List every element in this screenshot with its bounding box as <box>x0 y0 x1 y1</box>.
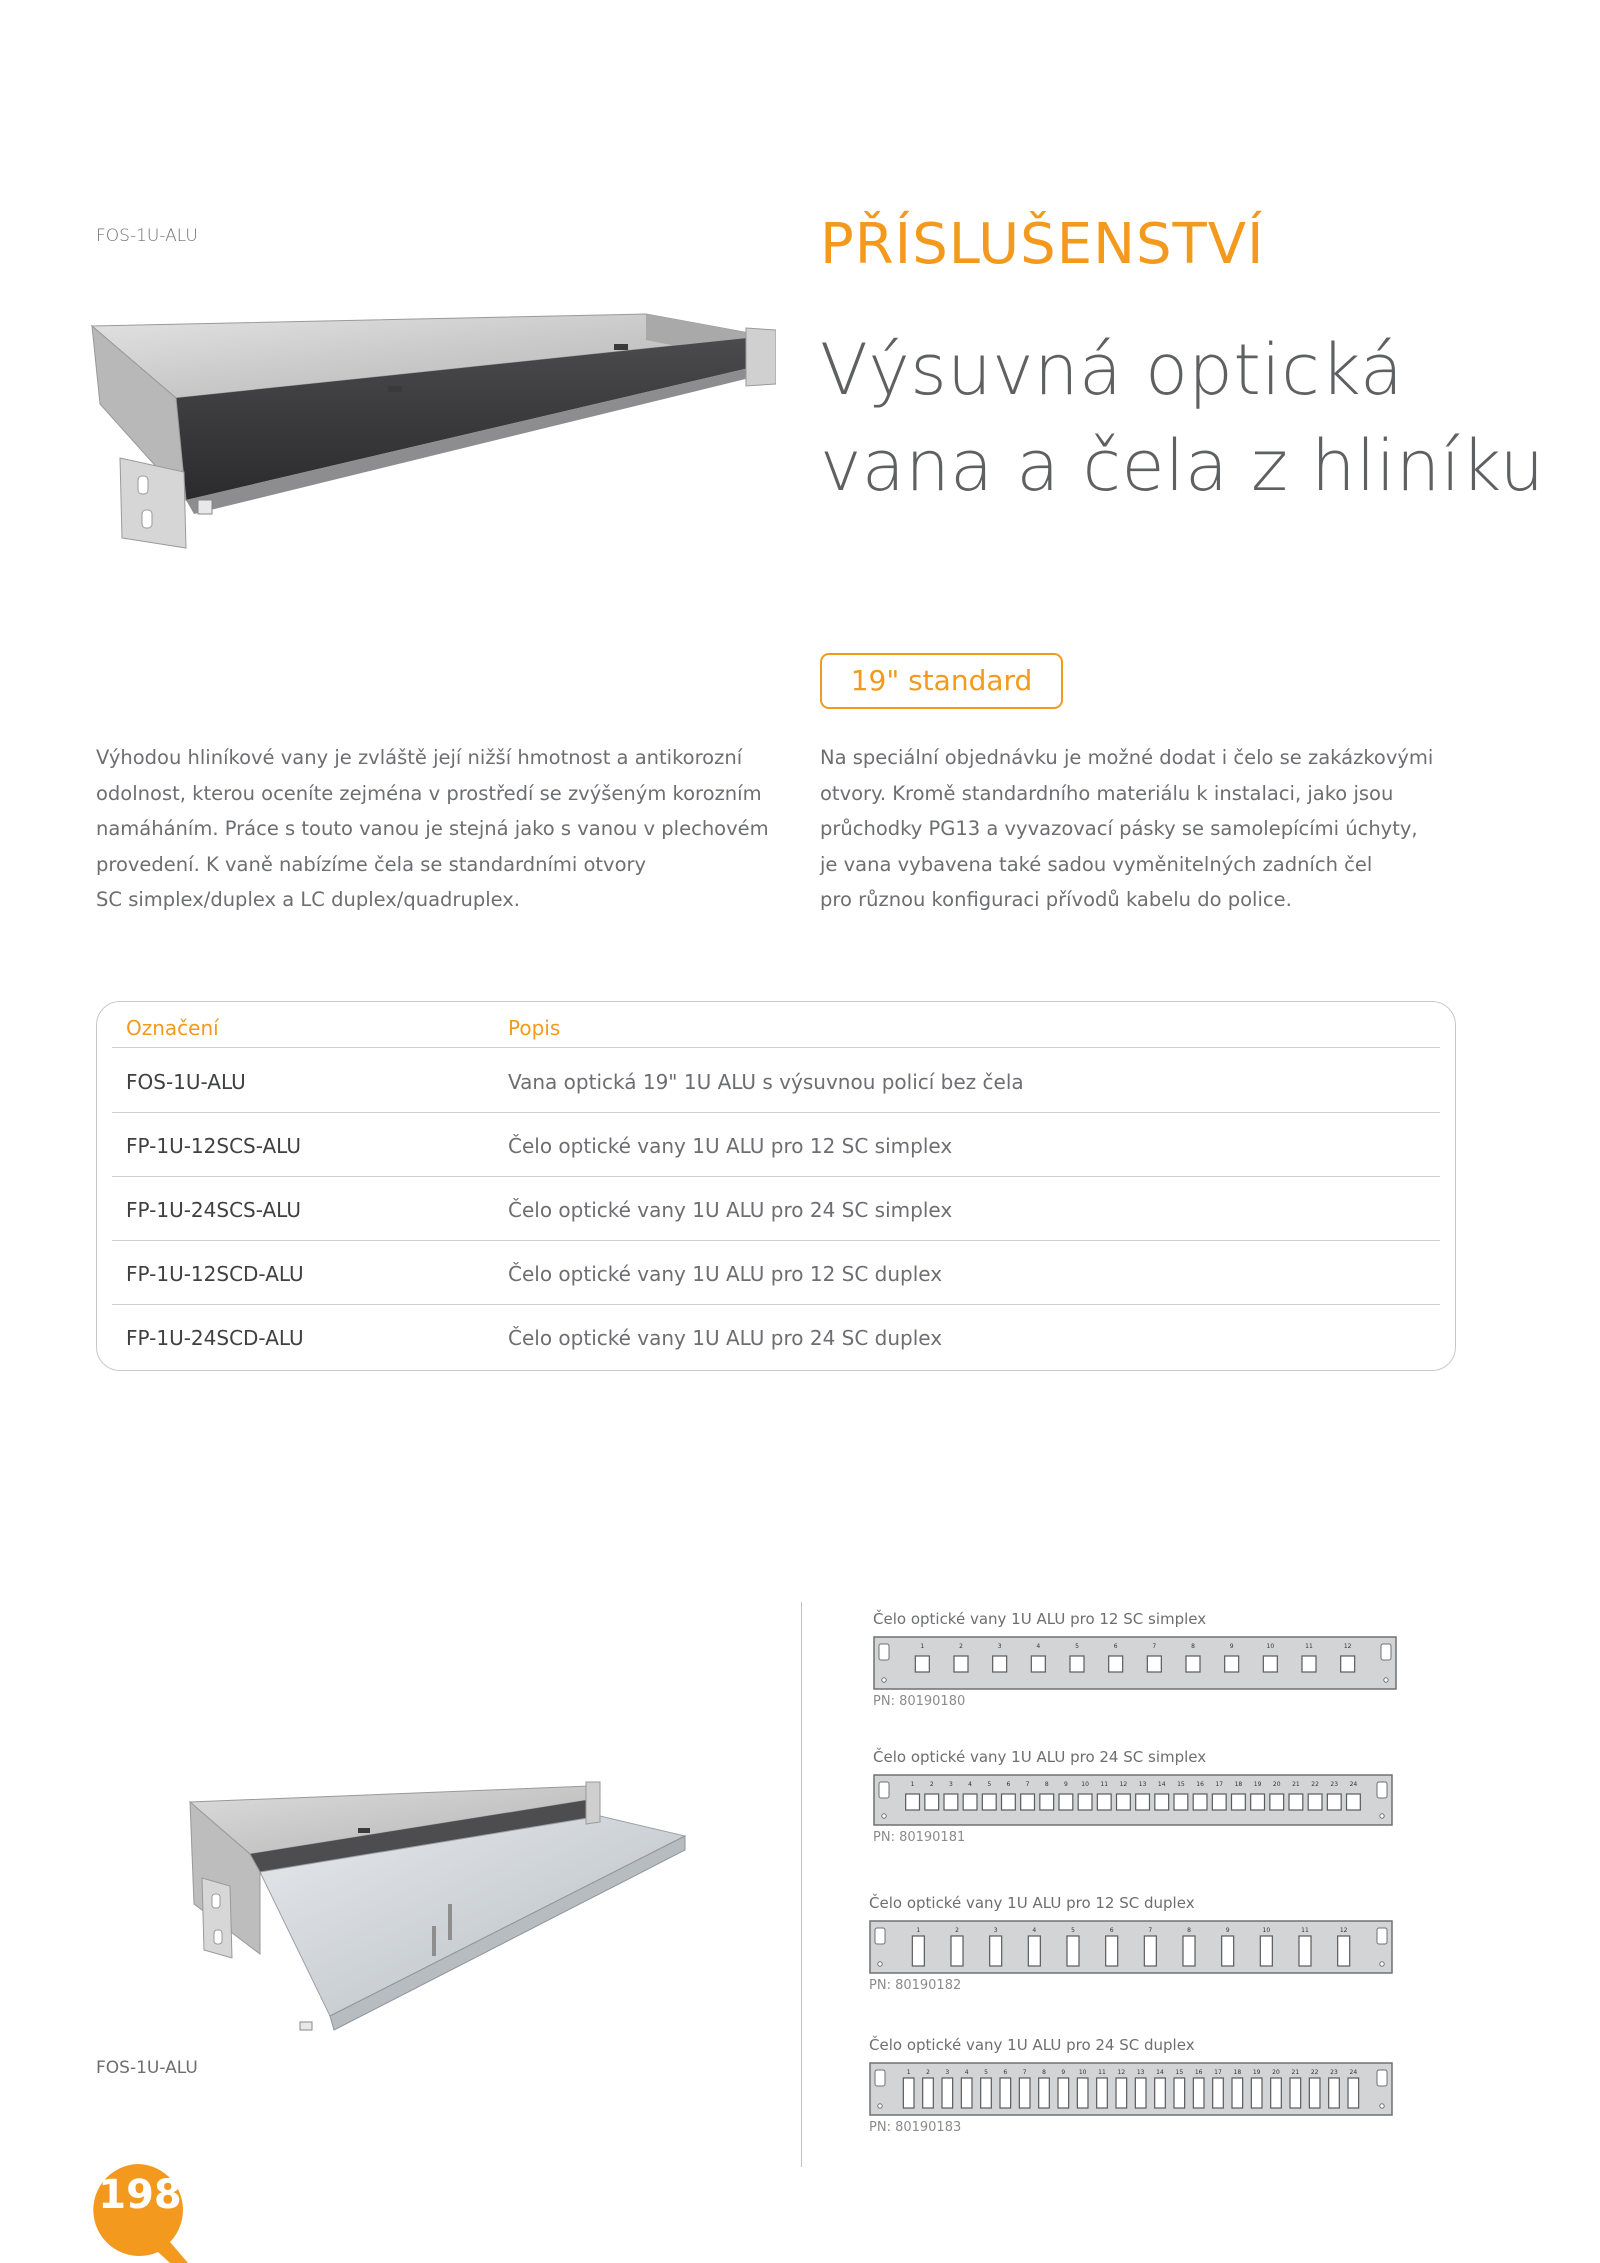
port-number-label: 12 <box>1339 1927 1348 1934</box>
mounting-hole <box>1384 1678 1388 1682</box>
port-number-label: 8 <box>1042 2069 1046 2076</box>
port-number-label: 5 <box>987 1781 992 1788</box>
port-number-label: 14 <box>1156 2069 1164 2076</box>
port-number-label: 4 <box>1036 1643 1041 1650</box>
page-title-line-2: vana a čela z hliníku <box>820 425 1545 507</box>
mounting-slot <box>879 1644 889 1660</box>
sc-port-cutout <box>1271 2078 1282 2108</box>
sc-port-cutout <box>1329 2078 1340 2108</box>
intro-right-line: průchodky PG13 a vyvazovací pásky se samolepícími úchyty, <box>820 817 1418 840</box>
sc-port-cutout <box>1183 1936 1195 1966</box>
sc-port-cutout <box>1302 1656 1316 1672</box>
sc-port-cutout <box>1222 1936 1234 1966</box>
sc-port-cutout <box>1077 2078 1088 2108</box>
port-number-label: 2 <box>959 1643 963 1650</box>
sc-port-cutout <box>963 1794 977 1810</box>
port-number-label: 4 <box>1032 1927 1037 1934</box>
sc-port-cutout <box>1225 1656 1239 1672</box>
port-number-label: 12 <box>1343 1643 1352 1650</box>
sc-port-cutout <box>1097 2078 1108 2108</box>
sc-port-cutout <box>1251 2078 1262 2108</box>
sc-port-cutout <box>981 2078 992 2108</box>
port-number-label: 3 <box>945 2069 950 2076</box>
mounting-hole <box>882 1814 886 1818</box>
table-row-code: FP-1U-12SCD-ALU <box>126 1262 304 1286</box>
port-number-label: 24 <box>1349 2069 1358 2076</box>
port-number-label: 7 <box>1148 1927 1153 1934</box>
mounting-hole <box>882 1678 886 1682</box>
port-number-label: 19 <box>1253 1781 1262 1788</box>
port-number-label: 14 <box>1157 1781 1166 1788</box>
section-title: PŘÍSLUŠENSTVÍ <box>820 212 1265 277</box>
table-row-code: FP-1U-12SCS-ALU <box>126 1134 301 1158</box>
port-number-label: 1 <box>920 1643 925 1650</box>
table-header-rule <box>112 1047 1440 1048</box>
port-number-label: 1 <box>910 1781 915 1788</box>
sc-port-cutout <box>1174 2078 1185 2108</box>
port-number-label: 15 <box>1175 2069 1184 2076</box>
sc-port-cutout <box>1348 2078 1359 2108</box>
sc-port-cutout <box>1136 1794 1150 1810</box>
port-number-label: 21 <box>1292 1781 1300 1788</box>
port-number-label: 10 <box>1081 1781 1089 1788</box>
port-number-label: 8 <box>1044 1781 1049 1788</box>
port-number-label: 6 <box>1113 1643 1118 1650</box>
sc-port-cutout <box>1299 1936 1311 1966</box>
port-number-label: 24 <box>1349 1781 1358 1788</box>
front-panel-24-sc-simplex <box>873 1774 1393 1826</box>
port-number-label: 19 <box>1252 2069 1261 2076</box>
mounting-slot <box>1377 2070 1387 2086</box>
port-number-label: 4 <box>968 1781 972 1788</box>
port-number-label: 2 <box>929 1781 934 1788</box>
port-number-label: 9 <box>1061 2069 1066 2076</box>
sc-port-cutout <box>1251 1794 1265 1810</box>
sc-port-cutout <box>1031 1656 1045 1672</box>
front-panel-24-sc-duplex <box>869 2062 1393 2116</box>
port-number-label: 17 <box>1215 1781 1224 1788</box>
panel-label: Čelo optické vany 1U ALU pro 12 SC duplex <box>869 1894 1195 1912</box>
sc-port-cutout <box>1144 1936 1156 1966</box>
sc-port-cutout <box>1193 2078 1204 2108</box>
port-number-label: 18 <box>1234 1781 1243 1788</box>
port-number-label: 7 <box>1022 2069 1027 2076</box>
sc-port-cutout <box>1308 1794 1322 1810</box>
panel-plate <box>874 1637 1396 1689</box>
intro-left-line: Výhodou hliníkové vany je zvláště její nižší hmotnost a antikorozní <box>96 746 743 769</box>
intro-left-line: SC simplex/duplex a LC duplex/quadruplex. <box>96 888 521 911</box>
sc-port-cutout <box>1097 1794 1111 1810</box>
panel-part-number: PN: 80190180 <box>873 1694 966 1709</box>
table-row-divider <box>112 1240 1440 1241</box>
table-header-code: Označení <box>126 1016 219 1040</box>
port-number-label: 12 <box>1119 1781 1128 1788</box>
sc-port-cutout <box>1155 1794 1169 1810</box>
table-row-description: Čelo optické vany 1U ALU pro 24 SC simplex <box>508 1198 953 1222</box>
sc-port-cutout <box>1327 1794 1341 1810</box>
sc-port-cutout <box>990 1936 1002 1966</box>
sc-port-cutout <box>1002 1794 1016 1810</box>
sc-port-cutout <box>1116 2078 1127 2108</box>
intro-left-line: provedení. K vaně nabízíme čela se standardními otvory <box>96 852 647 876</box>
port-number-label: 3 <box>997 1643 1002 1650</box>
port-number-label: 13 <box>1138 1781 1147 1788</box>
port-number-label: 23 <box>1330 2069 1338 2076</box>
sc-port-cutout <box>923 2078 934 2108</box>
port-number-label: 16 <box>1196 1781 1204 1788</box>
mounting-slot <box>875 2070 885 2086</box>
port-number-label: 6 <box>1109 1927 1114 1934</box>
mounting-slot <box>1377 1782 1387 1798</box>
port-number-label: 3 <box>993 1927 998 1934</box>
sc-port-cutout <box>1309 2078 1320 2108</box>
mounting-hole <box>1380 1814 1384 1818</box>
sc-port-cutout <box>961 2078 972 2108</box>
port-number-label: 9 <box>1225 1927 1230 1934</box>
mounting-hole <box>878 1962 882 1966</box>
page-number-marker <box>92 2164 192 2263</box>
product-photo-bottom <box>180 1754 690 2036</box>
sc-port-cutout <box>1067 1936 1079 1966</box>
port-number-label: 16 <box>1194 2069 1203 2076</box>
sc-port-cutout <box>903 2078 914 2108</box>
port-number-label: 13 <box>1136 2069 1145 2076</box>
port-number-label: 22 <box>1311 1781 1319 1788</box>
port-number-label: 1 <box>906 2069 911 2076</box>
product-caption-bottom: FOS-1U-ALU <box>96 2058 198 2078</box>
port-number-label: 22 <box>1310 2069 1319 2076</box>
port-number-label: 10 <box>1266 1643 1275 1650</box>
sc-port-cutout <box>1290 2078 1301 2108</box>
port-number-label: 10 <box>1262 1927 1271 1934</box>
sc-port-cutout <box>1135 2078 1146 2108</box>
sc-port-cutout <box>1028 1936 1040 1966</box>
sc-port-cutout <box>1039 2078 1050 2108</box>
port-number-label: 7 <box>1152 1643 1157 1650</box>
port-number-label: 2 <box>926 2069 930 2076</box>
sc-port-cutout <box>1232 1794 1246 1810</box>
table-row-description: Čelo optické vany 1U ALU pro 12 SC simplex <box>508 1134 953 1158</box>
sc-port-cutout <box>1186 1656 1200 1672</box>
intro-right-line: Na speciální objednávku je možné dodat i čelo se zakázkovými <box>820 746 1434 769</box>
mounting-hole <box>1380 1962 1384 1966</box>
port-number-label: 10 <box>1078 2069 1087 2076</box>
table-row-divider <box>112 1176 1440 1177</box>
panel-part-number: PN: 80190182 <box>869 1978 962 1993</box>
port-number-label: 11 <box>1301 1927 1309 1934</box>
sc-port-cutout <box>925 1794 939 1810</box>
table-row-divider <box>112 1112 1440 1113</box>
port-number-label: 7 <box>1025 1781 1030 1788</box>
port-number-label: 9 <box>1064 1781 1068 1788</box>
port-number-label: 21 <box>1291 2069 1300 2076</box>
page-title-line-1: Výsuvná optická <box>820 329 1404 411</box>
table-row-divider <box>112 1304 1440 1305</box>
port-number-label: 1 <box>916 1927 921 1934</box>
mounting-slot <box>875 1928 885 1944</box>
port-number-label: 11 <box>1100 1781 1109 1788</box>
sc-port-cutout <box>1155 2078 1166 2108</box>
port-number-label: 20 <box>1272 1781 1281 1788</box>
panel-label: Čelo optické vany 1U ALU pro 12 SC simplex <box>873 1610 1207 1628</box>
sc-port-cutout <box>1263 1656 1277 1672</box>
table-row-code: FOS-1U-ALU <box>126 1070 246 1094</box>
port-number-label: 6 <box>1006 1781 1011 1788</box>
sc-port-cutout <box>1078 1794 1092 1810</box>
sc-port-cutout <box>1260 1936 1272 1966</box>
sc-port-cutout <box>1059 1794 1073 1810</box>
sc-port-cutout <box>1338 1936 1350 1966</box>
product-photo-top <box>86 300 776 560</box>
port-number-label: 5 <box>1071 1927 1075 1934</box>
sc-port-cutout <box>1341 1656 1355 1672</box>
sc-port-cutout <box>993 1656 1007 1672</box>
panel-label: Čelo optické vany 1U ALU pro 24 SC duplex <box>869 2036 1195 2054</box>
front-panel-12-sc-simplex <box>873 1636 1397 1690</box>
sc-port-cutout <box>1270 1794 1284 1810</box>
panel-plate <box>870 1921 1392 1973</box>
table-header-description: Popis <box>508 1016 561 1040</box>
intro-left-line: odolnost, kterou oceníte zejména v prostředí se zvýšeným korozním <box>96 781 762 805</box>
port-number-label: 3 <box>949 1781 953 1788</box>
page-title <box>820 322 1544 514</box>
panel-label: Čelo optické vany 1U ALU pro 24 SC simplex <box>873 1748 1207 1766</box>
table-row-code: FP-1U-24SCS-ALU <box>126 1198 301 1222</box>
port-number-label: 17 <box>1214 2069 1222 2076</box>
sc-port-cutout <box>906 1794 920 1810</box>
port-number-label: 5 <box>984 2069 988 2076</box>
port-number-label: 2 <box>955 1927 959 1934</box>
sc-port-cutout <box>1289 1794 1303 1810</box>
intro-left-paragraph <box>96 740 769 918</box>
sc-port-cutout <box>1174 1794 1188 1810</box>
sc-port-cutout <box>1000 2078 1011 2108</box>
sc-port-cutout <box>1106 1936 1118 1966</box>
mounting-slot <box>1377 1928 1387 1944</box>
sc-port-cutout <box>951 1936 963 1966</box>
sc-port-cutout <box>1213 2078 1224 2108</box>
column-divider <box>801 1602 802 2167</box>
intro-left-line: namáháním. Práce s touto vanou je stejná jako s vanou v plechovém <box>96 817 769 840</box>
panel-part-number: PN: 80190183 <box>869 2120 962 2135</box>
port-number-label: 11 <box>1305 1643 1313 1650</box>
intro-right-paragraph <box>820 740 1480 918</box>
port-number-label: 5 <box>1075 1643 1079 1650</box>
sc-port-cutout <box>1117 1794 1131 1810</box>
sc-port-cutout <box>1021 1794 1035 1810</box>
mounting-hole <box>1380 2104 1384 2108</box>
intro-right-line: je vana vybavena také sadou vyměnitelných zadních čel <box>820 852 1373 876</box>
sc-port-cutout <box>1040 1794 1054 1810</box>
product-table <box>96 1001 1456 1371</box>
table-row-code: FP-1U-24SCD-ALU <box>126 1326 304 1350</box>
sc-port-cutout <box>982 1794 996 1810</box>
sc-port-cutout <box>912 1936 924 1966</box>
mounting-slot <box>1381 1644 1391 1660</box>
port-number-label: 11 <box>1098 2069 1106 2076</box>
sc-port-cutout <box>1193 1794 1207 1810</box>
sc-port-cutout <box>915 1656 929 1672</box>
sc-port-cutout <box>1347 1794 1361 1810</box>
table-row-description: Čelo optické vany 1U ALU pro 24 SC duplex <box>508 1326 943 1350</box>
port-number-label: 23 <box>1330 1781 1339 1788</box>
sc-port-cutout <box>942 2078 953 2108</box>
table-row-description: Čelo optické vany 1U ALU pro 12 SC duplex <box>508 1262 943 1286</box>
sc-port-cutout <box>1109 1656 1123 1672</box>
port-number-label: 20 <box>1272 2069 1280 2076</box>
port-number-label: 4 <box>964 2069 969 2076</box>
port-number-label: 6 <box>1003 2069 1008 2076</box>
port-number-label: 12 <box>1117 2069 1126 2076</box>
standard-badge: 19" standard <box>820 653 1063 709</box>
sc-port-cutout <box>1212 1794 1226 1810</box>
product-caption-top: FOS-1U-ALU <box>96 226 198 246</box>
port-number-label: 8 <box>1187 1927 1191 1934</box>
sc-port-cutout <box>1070 1656 1084 1672</box>
page-number: 198 <box>98 2172 182 2218</box>
panel-part-number: PN: 80190181 <box>873 1830 966 1845</box>
port-number-label: 15 <box>1177 1781 1185 1788</box>
sc-port-cutout <box>954 1656 968 1672</box>
table-row-description: Vana optická 19" 1U ALU s výsuvnou policí bez čela <box>508 1070 1024 1094</box>
sc-port-cutout <box>944 1794 958 1810</box>
sc-port-cutout <box>1147 1656 1161 1672</box>
port-number-label: 18 <box>1233 2069 1242 2076</box>
sc-port-cutout <box>1058 2078 1069 2108</box>
mounting-hole <box>878 2104 882 2108</box>
sc-port-cutout <box>1019 2078 1030 2108</box>
port-number-label: 9 <box>1229 1643 1234 1650</box>
sc-port-cutout <box>1232 2078 1243 2108</box>
port-number-label: 8 <box>1191 1643 1195 1650</box>
front-panel-12-sc-duplex <box>869 1920 1393 1974</box>
mounting-slot <box>879 1782 889 1798</box>
intro-right-line: pro různou konfiguraci přívodů kabelu do police. <box>820 888 1292 911</box>
intro-right-line: otvory. Kromě standardního materiálu k instalaci, jako jsou <box>820 781 1394 805</box>
